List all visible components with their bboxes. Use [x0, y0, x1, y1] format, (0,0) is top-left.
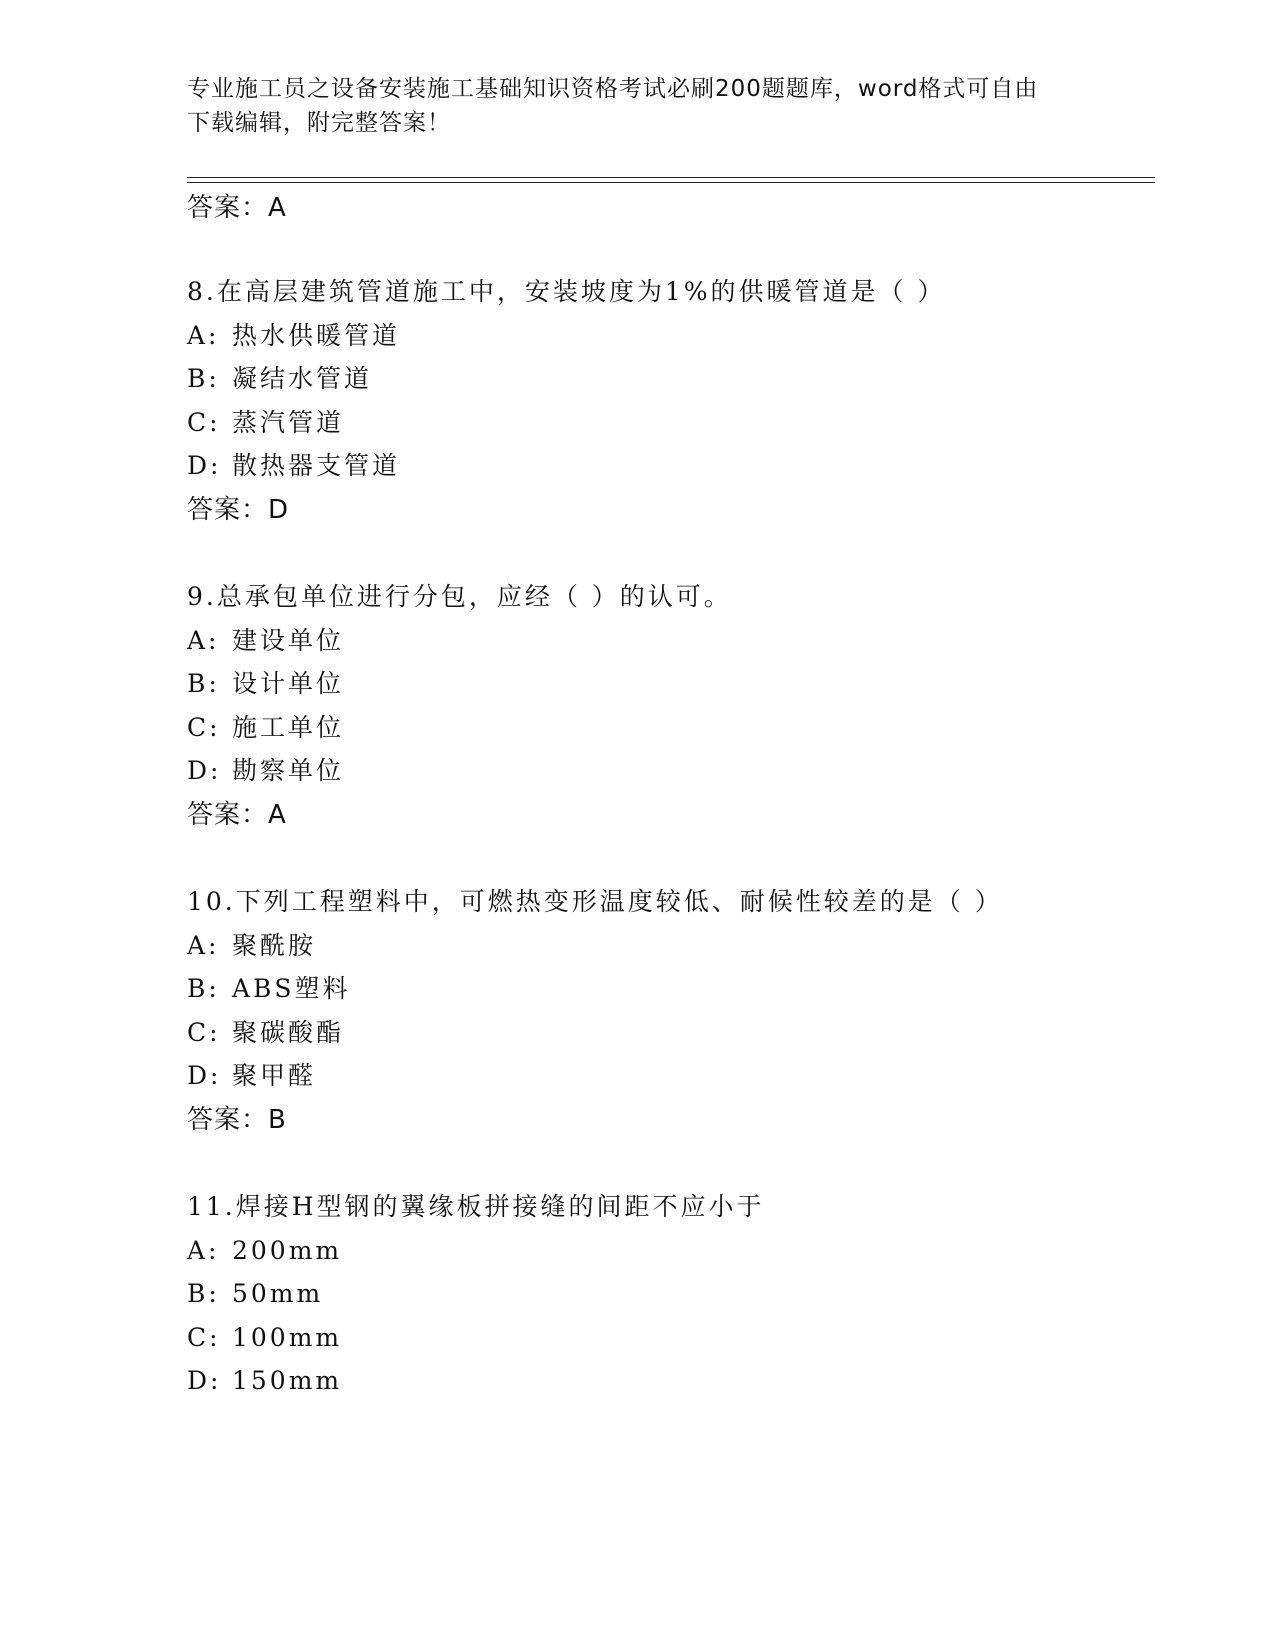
question-11-option-b: B: 50mm: [187, 1279, 324, 1308]
question-8-stem: 8.在高层建筑管道施工中，安装坡度为1%的供暖管道是（ ）: [187, 277, 946, 306]
question-9-option-d: D: 勘察单位: [187, 756, 345, 785]
question-10-stem: 10.下列工程塑料中，可燃热变形温度较低、耐候性较差的是（ ）: [187, 887, 1003, 916]
question-9-option-b: B: 设计单位: [187, 669, 345, 698]
question-8-option-c: C: 蒸汽管道: [187, 408, 345, 437]
question-11-stem: 11.焊接H型钢的翼缘板拼接缝的间距不应小于: [187, 1192, 765, 1221]
question-10-answer: 答案：B: [187, 1105, 287, 1135]
question-10-option-a: A: 聚酰胺: [187, 931, 317, 960]
question-10-option-c: C: 聚碳酸酯: [187, 1018, 345, 1047]
question-10-option-d: D: 聚甲醛: [187, 1061, 317, 1090]
header-line-1: 专业施工员之设备安装施工基础知识资格考试必刷200题题库，word格式可自由: [187, 76, 1039, 102]
question-11-option-a: A: 200mm: [187, 1236, 343, 1265]
question-8-option-d: D: 散热器支管道: [187, 451, 401, 480]
question-9-option-c: C: 施工单位: [187, 713, 345, 742]
document-header: [187, 72, 1067, 140]
question-8-option-a: A: 热水供暖管道: [187, 321, 401, 350]
header-line-2: 下载编辑，附完整答案！: [187, 110, 451, 136]
question-10-option-b: B: ABS塑料: [187, 974, 351, 1003]
question-11-option-d: D: 150mm: [187, 1366, 343, 1395]
header-rule-top: [187, 177, 1155, 178]
question-8-option-b: B: 凝结水管道: [187, 364, 373, 393]
question-8-answer: 答案：D: [187, 495, 290, 525]
answer-prev: 答案：A: [187, 193, 287, 223]
question-9-answer: 答案：A: [187, 800, 287, 830]
question-9-stem: 9.总承包单位进行分包，应经（ ）的认可。: [187, 582, 732, 611]
question-9-option-a: A: 建设单位: [187, 626, 345, 655]
question-11-option-c: C: 100mm: [187, 1323, 343, 1352]
header-rule-bottom: [187, 182, 1155, 183]
